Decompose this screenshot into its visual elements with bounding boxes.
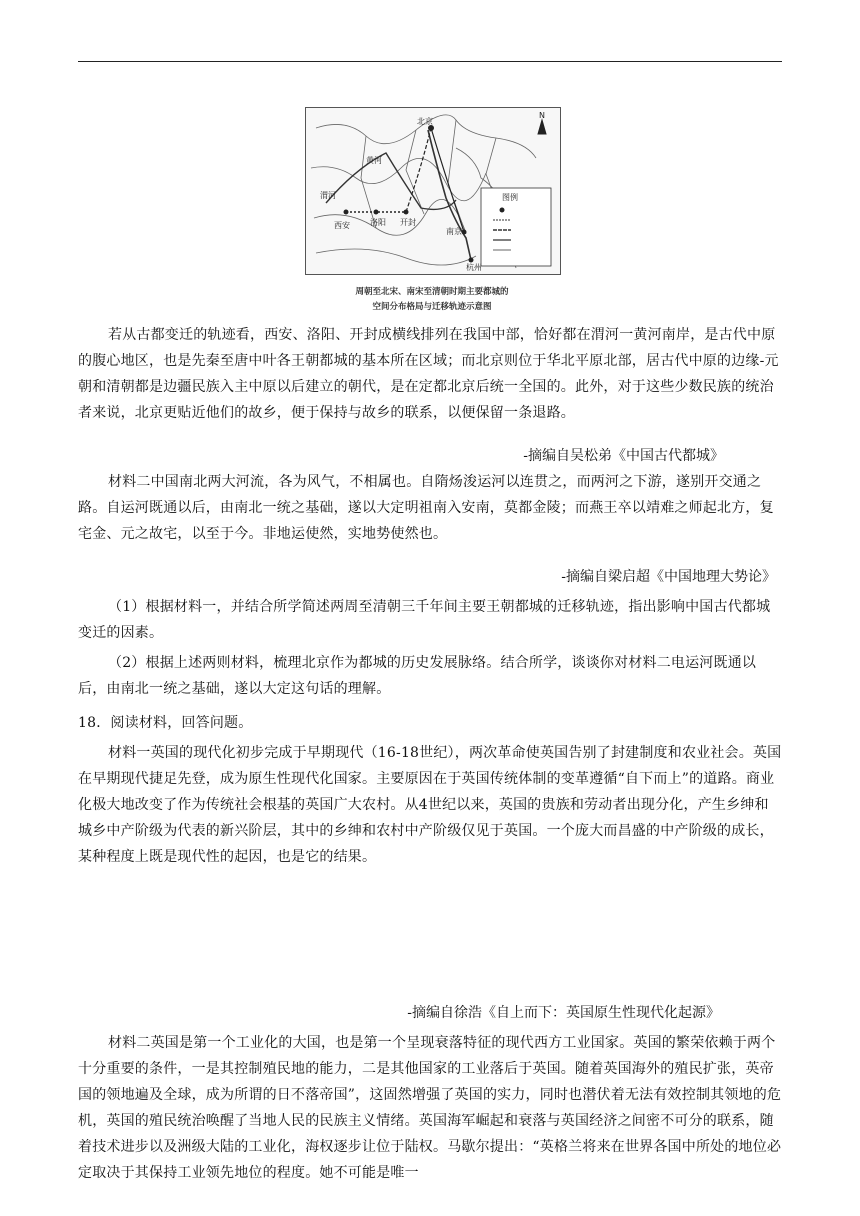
source-xu-hao: -摘编自徐浩《自上而下：英国原生性现代化起源》 xyxy=(407,1005,720,1021)
city-label-xian: 西安 xyxy=(334,221,350,230)
question-1: （1）根据材料一，并结合所学简述两周至清朝三千年间主要王朝都城的迁移轨迹，指出影响中国古代都城变迁的因素。 xyxy=(78,599,771,641)
source-liang-qichao: -摘编自梁启超《中国地理大势论》 xyxy=(561,569,776,585)
question-2: （2）根据上述两则材料，梳理北京作为都城的历史发展脉络。结合所学，谈谈你对材料二电运河既通以后，由南北一统之基础，遂以大定这句话的理解。 xyxy=(78,655,757,697)
material-one-paragraph: 若从古都变迁的轨迹看，西安、洛阳、开封成横线排列在我国中部，恰好都在渭河一黄河南岸，是古代中原的腹心地区，也是先秦至唐中叶各王朝都城的基本所在区域；而北京则位于华北平原北部，居古代中原的边缘-元朝和清朝都是边疆民族入主中原以后建立的朝代，是在定都北京后统一全国的。此外，对于这些少数民族的统治者来说，北京更贴近他们的故乡，便于保持与故乡的联系，以便保留一条退路。 xyxy=(78,327,779,421)
top-rule xyxy=(78,61,782,62)
legend-title: 图例 xyxy=(502,193,518,202)
material-two-england-paragraph: 材料二英国是第一个工业化的大国，也是第一个呈现衰落特征的现代西方工业国家。英国的繁荣依赖于两个十分重要的条件，一是其控制殖民地的能力，二是其他国家的工业落后于英国。随着英国海外的殖民扩张，英帝国的领地遍及全球，成为所谓的日不落帝国”，这固然增强了英国的实力，同时也潜伏着无法有效控制其领地的危机，英国的殖民统治唤醒了当地人民的民族主义情绪。英国海军崛起和衰落与英国经济之间密不可分的联系，随着技术进步以及洲级大陆的工业化，海权逐步让位于陆权。马歇尔提出：“英格兰将来在世界各国中所处的地位必定取决于其保持工业领先地位的程度。她不可能是唯一 xyxy=(78,1035,782,1181)
city-label-luoyang: 洛阳 xyxy=(370,218,386,227)
city-label-beijing: 北京 xyxy=(417,117,433,126)
material-one-england-paragraph: 材料一英国的现代化初步完成于早期现代（16-18世纪），两次革命使英国告别了封建制度和农业社会。英国在早期现代捷足先登，成为原生性现代化国家。主要原因在于英国传统体制的变革遵循“自下而上”的道路。商业化极大地改变了作为传统社会根基的英国广大农村。从4世纪以来，英国的贵族和劳动者出现分化，产生乡绅和城乡中产阶级为代表的新兴阶层，其中的乡绅和农村中产阶级仅见于英国。一个庞大而昌盛的中产阶级的成长，某种程度上既是现代性的起因，也是它的结果。 xyxy=(78,745,782,865)
river-label-wei: 渭河 xyxy=(320,191,336,200)
material-two-paragraph: 材料二中国南北两大河流，各为风气，不相属也。自隋炀浚运河以连贯之，而两河之下游，遂别开交通之路。自运河既通以后，由南北一统之基础，遂以大定明祖南入安南，莫都金陵；而燕王卒以靖难之师起北方，复宅金、元之故宅，以至于今。非地运使然，实地势使然也。 xyxy=(78,474,774,542)
river-label-yellow: 黄河 xyxy=(366,156,382,165)
map-caption xyxy=(300,285,564,315)
map-drawing xyxy=(306,108,560,274)
map-caption-line1: 周朝至北宋、南宋至清朝时期主要都城的 xyxy=(355,287,509,297)
city-label-kaifeng: 开封 xyxy=(400,218,416,227)
city-label-nanjing: 南京 xyxy=(446,227,462,236)
map-caption-line2: 空间分布格局与迁移轨迹示意图 xyxy=(372,302,492,312)
question-18-heading: 18．阅读材料，回答问题。 xyxy=(78,715,253,731)
city-label-hangzhou: 杭州 xyxy=(466,263,482,272)
source-wu-songdi: -摘编自吴松弟《中国古代都城》 xyxy=(523,448,724,464)
capital-migration-map xyxy=(305,107,561,275)
svg-text:N: N xyxy=(539,111,545,120)
